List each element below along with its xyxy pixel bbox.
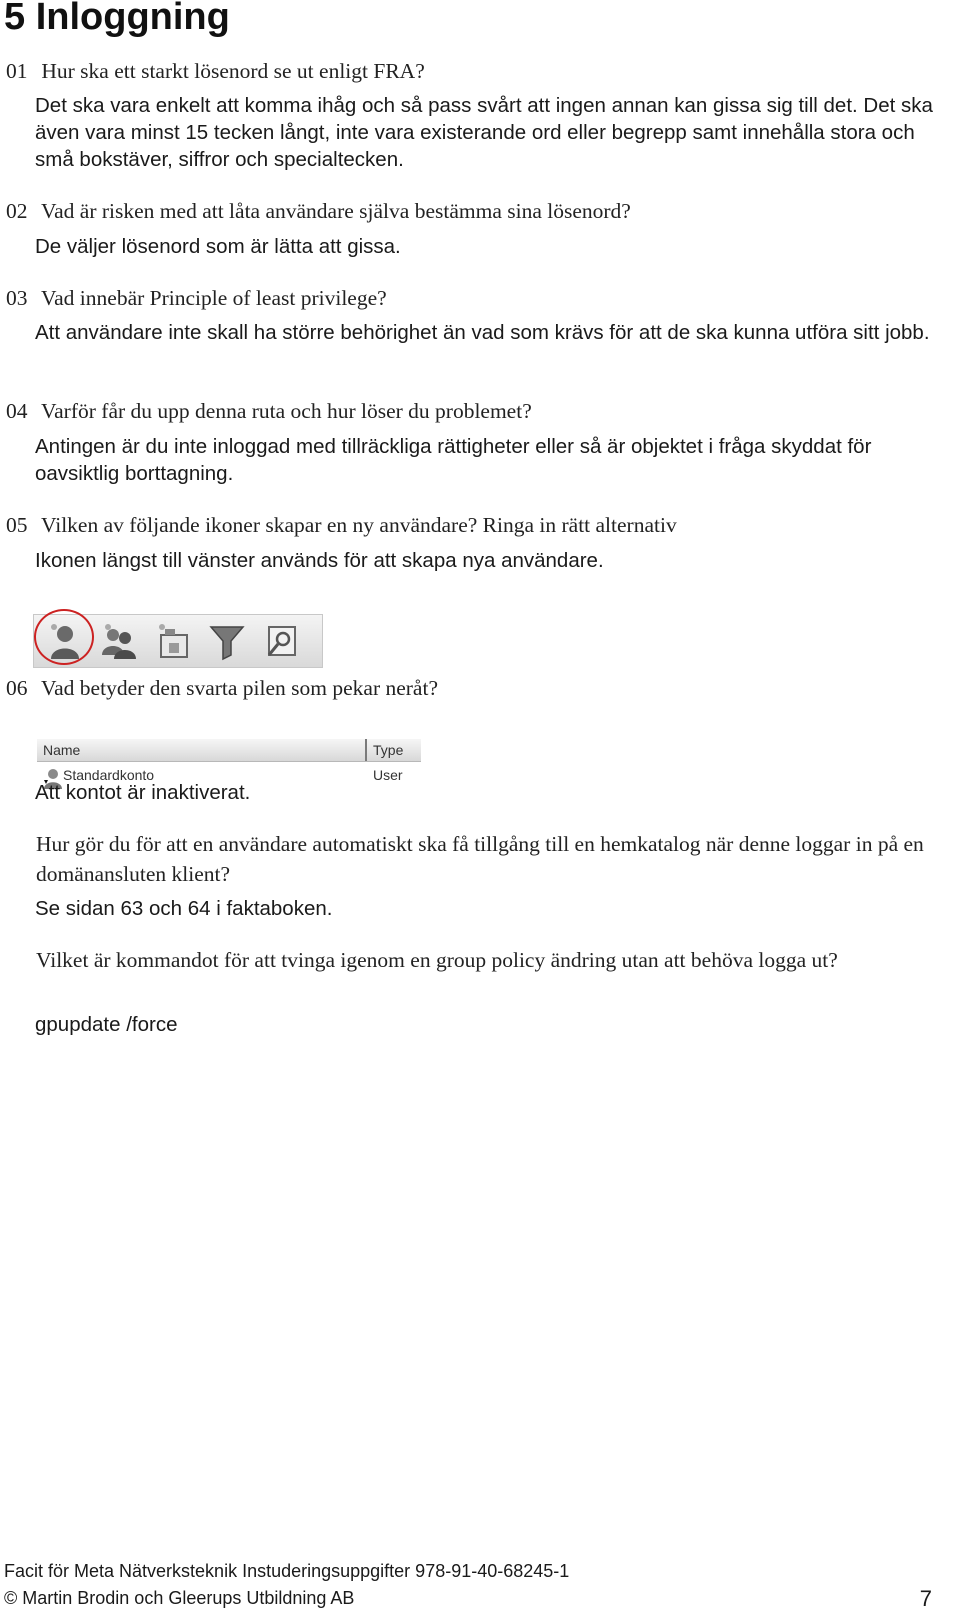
- question-text: Hur ska ett starkt lösenord se ut enligt FRA?: [41, 59, 425, 83]
- question-03: [6, 283, 936, 313]
- answer-02: De väljer lösenord som är lätta att gissa.: [35, 235, 401, 258]
- footer-copyright: © Martin Brodin och Gleerups Utbildning AB: [4, 1588, 355, 1608]
- question-number: 06: [6, 676, 28, 700]
- row-type: User: [373, 767, 403, 783]
- question-text: Vilket är kommandot för att tvinga igenom en group policy ändring utan att behöva logga ut?: [36, 948, 838, 972]
- list-header: [37, 739, 421, 762]
- page-title: 5 Inloggning: [4, 0, 230, 38]
- answer-06: Att kontot är inaktiverat.: [35, 781, 251, 804]
- question-text: Vad är risken med att låta användare själva bestämma sina lösenord?: [41, 199, 631, 223]
- answer-04: Antingen är du inte inloggad med tillräckliga rättigheter eller så är objektet i fråga skyddat för oavsiktlig borttagning.: [35, 435, 872, 485]
- page-number: 7: [919, 1586, 932, 1611]
- question-text: Hur gör du för att en användare automatiskt ska få tillgång till en hemkatalog när denne loggar in på en domänansluten klient?: [36, 832, 924, 886]
- find-icon: [254, 617, 308, 665]
- question-08: [6, 945, 936, 975]
- question-02: [6, 196, 936, 226]
- answer-01: Det ska vara enkelt att komma ihåg och så pass svårt att ingen annan kan gissa sig till det. Det ska även vara minst 15 tecken långt, inte vara existerande ord eller begrepp samt innehålla stora och små bokstäver, siffror och specialtecken.: [35, 94, 933, 171]
- answer-03: Att användare inte skall ha större behörighet än vad som krävs för att de ska kunna utföra sitt jobb.: [35, 321, 930, 344]
- question-text: Varför får du upp denna ruta och hur löser du problemet?: [41, 399, 532, 423]
- question-text: Vad innebär Principle of least privilege?: [41, 286, 387, 310]
- new-group-icon: [92, 617, 146, 665]
- question-text: Vad betyder den svarta pilen som pekar neråt?: [41, 676, 438, 700]
- row-name: Standardkonto: [63, 767, 155, 783]
- question-number: [6, 945, 36, 975]
- answer-07: Se sidan 63 och 64 i faktaboken.: [35, 897, 333, 920]
- question-number: 02: [6, 199, 28, 223]
- question-number: [6, 829, 36, 859]
- question-01: [6, 56, 936, 86]
- new-ou-icon: [146, 617, 200, 665]
- highlight-circle: [34, 609, 94, 665]
- filter-icon: [200, 617, 254, 665]
- column-header-name: Name: [43, 742, 81, 758]
- column-header-type: Type: [373, 742, 404, 758]
- answer-05: Ikonen längst till vänster används för att skapa nya användare.: [35, 549, 604, 572]
- question-number: 05: [6, 513, 28, 537]
- column-separator: [365, 739, 367, 761]
- answer-08: gpupdate /force: [35, 1013, 178, 1036]
- question-04: [6, 396, 936, 426]
- question-07: [6, 829, 936, 889]
- footer-publication: Facit för Meta Nätverksteknik Instuderingsuppgifter 978-91-40-68245-1: [4, 1561, 570, 1581]
- question-number: 04: [6, 399, 28, 423]
- question-number: 03: [6, 286, 28, 310]
- question-text: Vilken av följande ikoner skapar en ny användare? Ringa in rätt alternativ: [41, 513, 677, 537]
- question-number: 01: [6, 59, 28, 83]
- question-05: [6, 510, 936, 540]
- question-06: [6, 673, 936, 703]
